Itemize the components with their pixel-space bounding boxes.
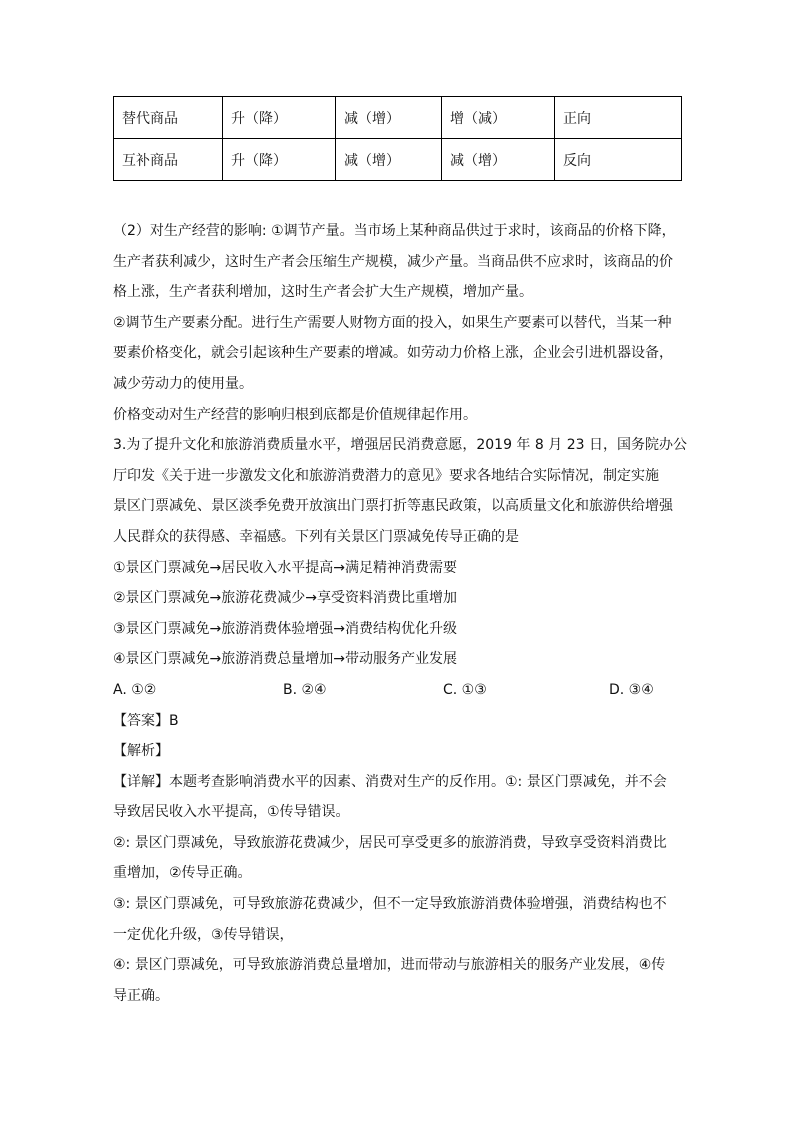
text-line: （2）对生产经营的影响: ①调节产量。当市场上某种商品供过于求时，该商品的价格下降， [113, 223, 676, 239]
text-line: 价格变动对生产经营的影响归根到底都是价值规律起作用。 [113, 406, 477, 423]
text-line: ②: 景区门票减免，导致旅游花费减少，居民可享受更多的旅游消费，导致享受资料消费比 [113, 834, 667, 851]
table-cell: 正向 [555, 97, 682, 139]
body-text [113, 216, 685, 1011]
table-cell: 减（增） [336, 139, 442, 181]
option-a: A. ①② [113, 681, 157, 698]
table-cell: 升（降） [223, 97, 336, 139]
text-line: 一定优化升级，③传导错误， [113, 926, 294, 943]
option-c: C. ①③ [443, 681, 487, 698]
production-effect-section [113, 216, 685, 430]
table-cell: 减（增） [336, 97, 442, 139]
answer-options [113, 675, 685, 706]
text-line: ③: 景区门票减免，可导致旅游花费减少，但不一定导致旅游消费体验增强，消费结构也不 [113, 896, 667, 913]
text-line: 导正确。 [113, 987, 169, 1004]
question-3-stem [113, 430, 685, 552]
text-line: 生产者获利减少，这时生产者会压缩生产规模，减少产量。当商品供不应求时，该商品的价 [113, 253, 673, 270]
price-effect-table [113, 96, 682, 181]
text-line: 重增加，②传导正确。 [113, 865, 252, 882]
question-3-items [113, 553, 685, 675]
table-row [114, 139, 682, 181]
table-cell: 减（增） [442, 139, 555, 181]
table-cell: 互补商品 [114, 139, 223, 181]
text-line: ④: 景区门票减免，可导致旅游消费总量增加，进而带动与旅游相关的服务产业发展，④传 [113, 957, 666, 974]
text-line: 厅印发《关于进一步激发文化和旅游消费潜力的意见》要求各地结合实际情况，制定实施 [113, 467, 659, 484]
list-item: ②景区门票减免→旅游花费减少→享受资料消费比重增加 [113, 590, 458, 607]
list-item: ③景区门票减免→旅游消费体验增强→消费结构优化升级 [113, 620, 458, 637]
text-line: 要素价格变化，就会引起该种生产要素的增减。如劳动力价格上涨，企业会引进机器设备， [113, 345, 673, 362]
analysis-label: 【解析】 [113, 743, 169, 760]
list-item: ①景区门票减免→居民收入水平提高→满足精神消费需要 [113, 559, 458, 576]
table-row [114, 97, 682, 139]
table-cell: 增（减） [442, 97, 555, 139]
option-d: D. ③④ [609, 681, 654, 698]
text-line: 导致居民收入水平提高，①传导错误。 [113, 804, 350, 821]
explanation [113, 767, 685, 1012]
option-b: B. ②④ [283, 681, 327, 698]
text-line: 3.为了提升文化和旅游消费质量水平，增强居民消费意愿，2019 年 8 月 23 日，国务院办公 [113, 437, 687, 454]
text-line: ②调节生产要素分配。进行生产需要人财物方面的投入，如果生产要素可以替代，当某一种 [113, 314, 672, 331]
list-item: ④景区门票减免→旅游消费总量增加→带动服务产业发展 [113, 651, 458, 668]
text-line: 格上涨，生产者获利增加，这时生产者会扩大生产规模，增加产量。 [113, 284, 533, 301]
table-cell: 升（降） [223, 139, 336, 181]
table-cell: 反向 [555, 139, 682, 181]
text-line: 减少劳动力的使用量。 [113, 375, 253, 392]
text-line: 【详解】本题考查影响消费水平的因素、消费对生产的反作用。①: 景区门票减免，并不会 [113, 773, 667, 790]
text-line: 人民群众的获得感、幸福感。下列有关景区门票减免传导正确的是 [113, 528, 519, 545]
text-line: 景区门票减免、景区淡季免费开放演出门票打折等惠民政策，以高质量文化和旅游供给增强 [113, 498, 673, 515]
table-cell: 替代商品 [114, 97, 223, 139]
answer-label: 【答案】B [113, 712, 179, 729]
